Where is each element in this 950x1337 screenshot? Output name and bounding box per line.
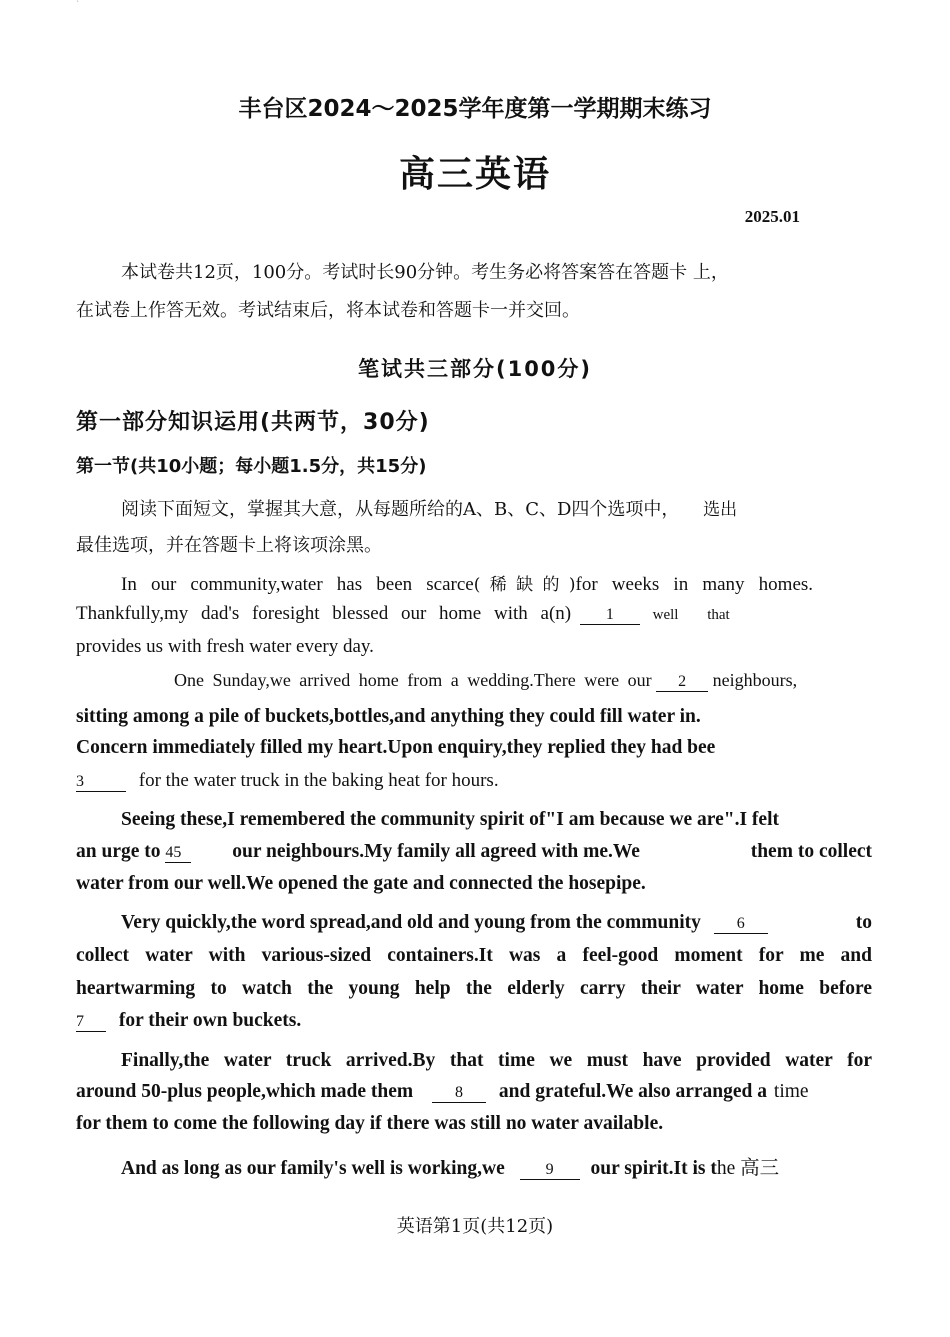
passage-line: sitting among a pile of buckets,bottles,and anything they could fill water in. bbox=[76, 706, 701, 727]
passage-line: around 50-plus people,which made them 8 and grateful.We also arranged a time bbox=[76, 1081, 809, 1102]
instructions-line-2: 在试卷上作答无效。考试结束后，将本试卷和答题卡一并交回。 bbox=[76, 300, 580, 321]
answer-blank-7: 7 bbox=[76, 1013, 106, 1032]
direction-text: 阅读下面短文，掌握其大意，从每题所给的A、B、C、D四个选项中， bbox=[121, 499, 680, 520]
answer-blank-9: 9 bbox=[520, 1161, 580, 1180]
exam-name: 丰台区2024～2025学年度第一学期期末练习 bbox=[238, 96, 712, 122]
passage-line: 3 for the water truck in the baking heat for hours. bbox=[76, 770, 499, 791]
passage-line: Very quickly,the word spread,and old and young from the community 6 to bbox=[121, 912, 872, 933]
passage-line: Seeing these,I remembered the community spirit of"I am because we are".I felt bbox=[121, 809, 779, 830]
part-title: 第一部分知识运用(共两节，30分) bbox=[76, 410, 430, 435]
answer-blank-3: 3 bbox=[76, 773, 126, 792]
answer-blank-2: 2 bbox=[656, 673, 708, 692]
direction-line-2: 最佳选项，并在答题卡上将该项涂黑。 bbox=[76, 535, 382, 556]
page-footer: 英语第1页(共12页) bbox=[396, 1216, 554, 1237]
exam-date: 2025.01 bbox=[744, 207, 800, 226]
passage-line: In our community,water has been scarce(稀缺的)for weeks in many homes. bbox=[121, 574, 814, 595]
passage-line: Finally,the water truck arrived.By that time we must have provided water for bbox=[121, 1050, 872, 1071]
direction-tail: 选出 bbox=[703, 500, 738, 520]
passage-line: an urge to 45 our neighbours.My family all agreed with me.We them to collect bbox=[76, 841, 872, 862]
subject-title: 高三英语 bbox=[398, 154, 551, 195]
passage-line: Concern immediately filled my heart.Upon enquiry,they replied they had bee bbox=[76, 737, 716, 758]
direction-line-1 bbox=[121, 495, 737, 521]
scan-mark: ` bbox=[76, 0, 80, 9]
passage-line: Thankfully,my dad's foresight blessed our home with a(n) 1 well that bbox=[76, 603, 730, 624]
answer-blank-8: 8 bbox=[432, 1084, 486, 1103]
sub-section-title: 第一节(共10小题；每小题1.5分，共15分) bbox=[76, 456, 427, 477]
passage-line: heartwarming to watch the young help the elderly carry their water home before bbox=[76, 978, 872, 999]
instructions-line-1: 本试卷共12页，100分。考试时长90分钟。考生务必将答案答在答题卡 上， bbox=[121, 262, 729, 283]
passage-line: And as long as our family's well is working,we 9 our spirit.It is the 高三 bbox=[121, 1158, 780, 1179]
passage-line: for them to come the following day if there was still no water available. bbox=[76, 1113, 664, 1134]
passage-line: 7 for their own buckets. bbox=[76, 1010, 302, 1031]
passage-line: provides us with fresh water every day. bbox=[76, 636, 374, 657]
passage-line: One Sunday,we arrived home from a wedding.There were our 2 neighbours, bbox=[174, 670, 798, 690]
answer-blank-1: 1 bbox=[580, 606, 640, 625]
answer-blank-6: 6 bbox=[714, 915, 768, 934]
passage-line: collect water with various-sized containers.It was a feel-good moment for me and bbox=[76, 945, 872, 966]
section-title: 笔试共三部分(100分) bbox=[357, 357, 593, 381]
answer-blank-45: 45 bbox=[165, 844, 191, 863]
passage-line: water from our well.We opened the gate and connected the hosepipe. bbox=[76, 873, 646, 894]
